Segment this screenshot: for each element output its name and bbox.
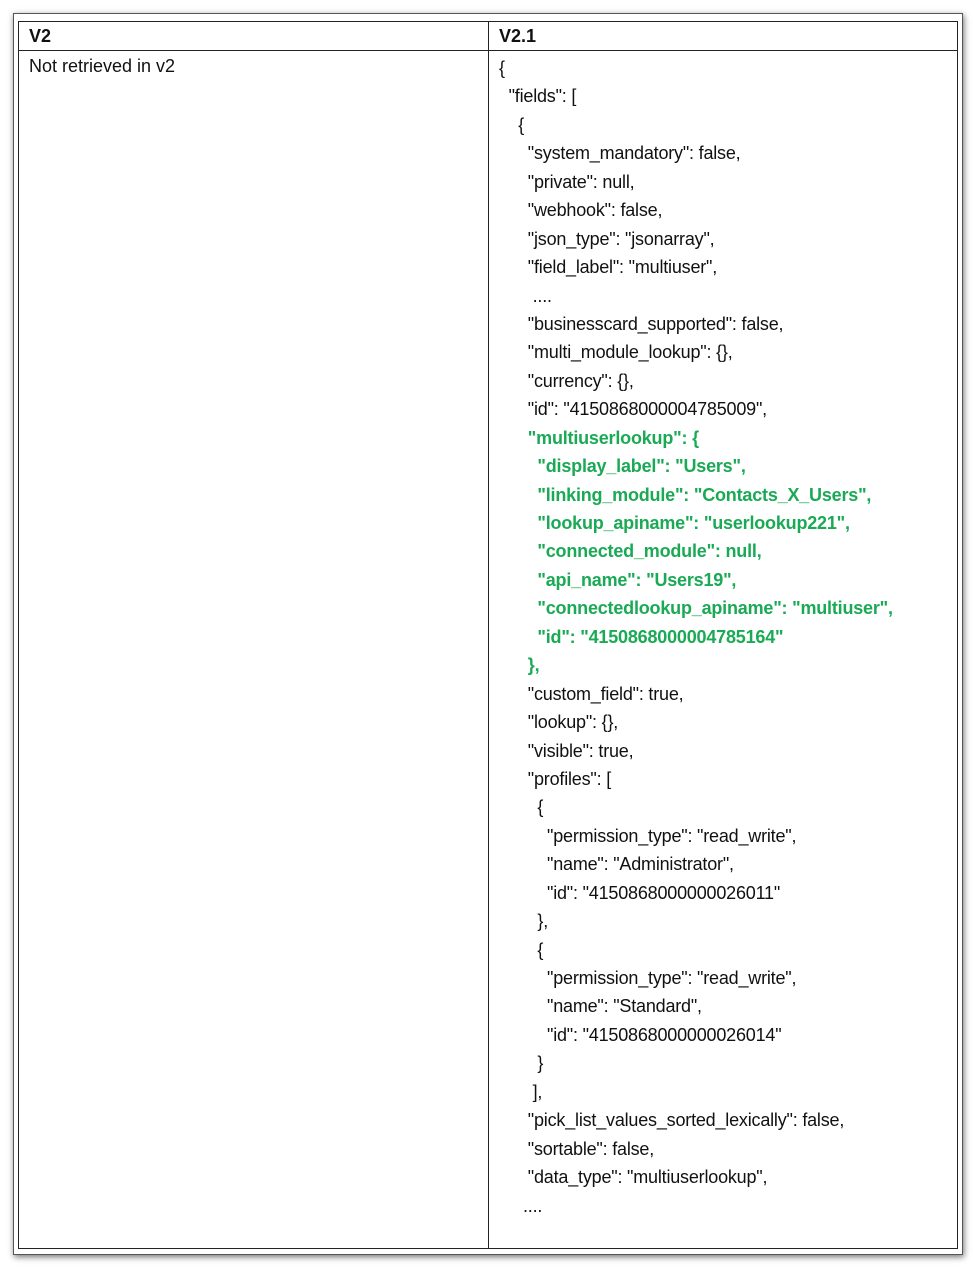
json-line: {	[499, 939, 544, 960]
v21-cell	[489, 51, 958, 1249]
v2-cell-text: Not retrieved in v2	[29, 56, 176, 76]
json-line: "system_mandatory": false,	[499, 143, 741, 164]
json-line: "currency": {},	[499, 370, 634, 391]
json-line: "permission_type": "read_write",	[499, 825, 797, 846]
json-line: "json_type": "jsonarray",	[499, 228, 715, 249]
json-line: "name": "Administrator",	[499, 854, 734, 875]
json-line: "multi_module_lookup": {},	[499, 342, 733, 363]
json-line: "webhook": false,	[499, 200, 663, 221]
json-line: "name": "Standard",	[499, 996, 702, 1017]
json-line: "id": "4150868000000026011"	[499, 882, 781, 903]
json-line: ....	[499, 285, 552, 306]
json-line: "businesscard_supported": false,	[499, 313, 784, 334]
json-line-highlighted: },	[499, 655, 540, 676]
header-v21: V2.1	[489, 22, 958, 51]
json-line: {	[499, 114, 525, 135]
json-line: "custom_field": true,	[499, 683, 684, 704]
json-line: "data_type": "multiuserlookup",	[499, 1167, 768, 1188]
json-line: {	[499, 797, 544, 818]
header-row	[19, 22, 958, 51]
json-line: "visible": true,	[499, 740, 634, 761]
json-line: "id": "4150868000004785009",	[499, 399, 767, 420]
json-line: "permission_type": "read_write",	[499, 968, 797, 988]
json-line: "fields": [	[499, 86, 577, 107]
json-line-highlighted: "linking_module": "Contacts_X_Users",	[499, 484, 872, 505]
json-line: {	[499, 58, 505, 78]
json-line: "lookup": {},	[499, 712, 619, 733]
json-line-highlighted: "id": "4150868000004785164"	[499, 626, 784, 647]
json-line-highlighted: "display_label": "Users",	[499, 456, 746, 477]
json-line: "pick_list_values_sorted_lexically": false,	[499, 1110, 845, 1131]
json-line-highlighted: "connectedlookup_apiname": "multiuser",	[499, 598, 893, 619]
comparison-table	[18, 21, 958, 1249]
header-v2: V2	[19, 22, 489, 51]
json-line: ],	[499, 1081, 543, 1102]
json-code-block	[499, 54, 947, 1220]
json-line-highlighted: "connected_module": null,	[499, 541, 762, 562]
json-line: "profiles": [	[499, 768, 612, 789]
json-line: "field_label": "multiuser",	[499, 257, 718, 278]
json-line: },	[499, 911, 549, 932]
json-line-highlighted: "api_name": "Users19",	[499, 569, 737, 590]
json-line-highlighted: "lookup_apiname": "userlookup221",	[499, 513, 850, 533]
v2-cell	[19, 51, 489, 1249]
json-line-highlighted: "multiuserlookup": {	[499, 427, 699, 448]
json-line: "private": null,	[499, 171, 635, 192]
json-line: "sortable": false,	[499, 1138, 655, 1159]
json-line: "id": "4150868000000026014"	[499, 1024, 782, 1045]
content-row	[19, 51, 958, 1249]
json-line: }	[499, 1053, 544, 1074]
json-line: ....	[499, 1195, 543, 1216]
document-frame	[13, 13, 963, 1255]
